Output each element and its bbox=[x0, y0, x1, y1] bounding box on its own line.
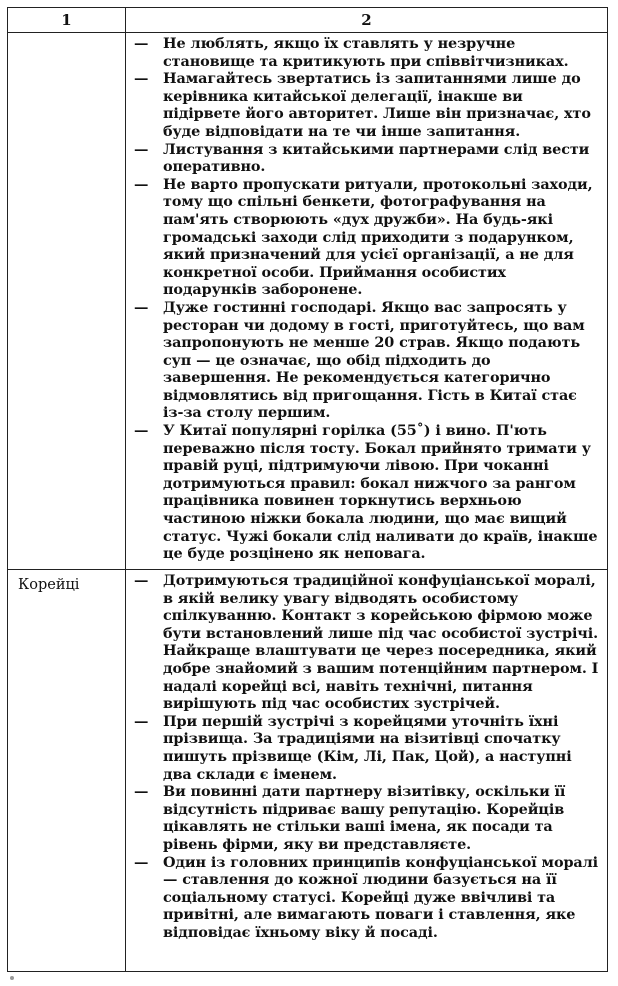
row-content-china bbox=[126, 33, 608, 570]
china-rules-list bbox=[126, 33, 607, 565]
list-item-text: У Китаї популярні горілка (55˚) і вино. П'ють переважно після тосту. Бокал прийнято тримати у правій руці, підтримуючи лівою. При чоканні дотримуються правил: бокал нижчого за рангом працівника повинен торкнутись верхньою частиною ніжки бокала людини, що має вищий статус. Чужі бокали слід наливати до країв, інакше це буде розцінено як неповага. bbox=[163, 422, 598, 563]
list-item bbox=[126, 854, 607, 942]
list-item-text: Дотримуються традиційної конфуціанської моралі, в якій велику увагу відводять особистому спілкуванню. Контакт з корейською фірмою може бути встановлений лише під час особистої зустрічі. Найкраще влаштувати це через посередника, який добре знайомий з вашим потенційним партнером. І надалі корейці всі, навіть технічні, питання вирішують під час особистих зустрічей. bbox=[163, 572, 599, 713]
list-item-text: Ви повинні дати партнеру візитівку, оскільки її відсутність підриває вашу репутацію. Корейців цікавлять не стільки ваші імена, як посади та рівень фірми, яку ви представляєте. bbox=[163, 783, 566, 853]
list-item bbox=[126, 422, 607, 563]
table-row-china bbox=[8, 33, 608, 570]
list-item-text: Листування з китайськими партнерами слід вести оперативно. bbox=[163, 140, 590, 176]
document-page bbox=[7, 7, 607, 967]
list-item bbox=[126, 35, 607, 70]
table-row-korea bbox=[8, 570, 608, 972]
list-item bbox=[126, 176, 607, 299]
row-label-china bbox=[8, 33, 126, 570]
list-item-text: При першій зустрічі з корейцями уточніть їхні прізвища. За традиціями на візитівці спочатку пишуть прізвище (Кім, Лі, Пак, Цой), а наступні два склади є іменем. bbox=[163, 712, 572, 783]
dash-marker: — bbox=[134, 298, 149, 316]
list-item bbox=[126, 70, 607, 140]
dash-marker: — bbox=[134, 140, 149, 158]
column-header-2: 2 bbox=[126, 8, 608, 33]
dash-marker: — bbox=[134, 853, 149, 871]
korea-rules-list bbox=[126, 570, 607, 943]
etiquette-table bbox=[7, 7, 608, 972]
list-item-text: Не люблять, якщо їх ставлять у незручне становище та критикують при співвітчизниках. bbox=[163, 35, 569, 70]
dash-marker: — bbox=[134, 572, 149, 589]
dash-marker: — bbox=[134, 70, 149, 88]
row-label-korea: Корейці bbox=[8, 570, 126, 972]
list-item bbox=[126, 713, 607, 783]
list-item bbox=[126, 299, 607, 422]
list-item bbox=[126, 141, 607, 176]
list-item-text: Дуже гостинні господарі. Якщо вас запросять у ресторан чи додому в гості, приготуйтесь, що вам запропонують не менше 20 страв. Якщо подають суп — це означає, що обід підходить до завершення. Не рекомендується категорично відмовлятись від пригощання. Гість в Китаї стає із-за столу першим. bbox=[163, 298, 585, 422]
list-item-text: Не варто пропускати ритуали, протокольні заходи, тому що спільні бенкети, фотографування на пам'ять створюють «дух дружби». На будь-які громадські заходи слід приходити з подарунком, який призначений для усієї організації, а не для конкретної особи. Приймання особистих подарунків заборонене. bbox=[163, 175, 593, 299]
dash-marker: — bbox=[134, 422, 149, 440]
list-item bbox=[126, 572, 607, 713]
dash-marker: — bbox=[134, 35, 149, 52]
column-header-1: 1 bbox=[8, 8, 126, 33]
table-header-row bbox=[8, 8, 608, 33]
list-item bbox=[126, 783, 607, 853]
list-item-text: Один із головних принципів конфуціанської моралі — ставлення до кожної людини базується на її соціальному статусі. Корейці дуже ввічливі та привітні, але вимагають поваги і ставлення, яке відповідає їхньому віку й посаді. bbox=[163, 853, 599, 941]
list-item-text: Намагайтесь звертатись із запитаннями лише до керівника китайської делегації, інакше ви підірвете його авторитет. Лише він призначає, хто буде відповідати на те чи інше запитання. bbox=[163, 70, 591, 140]
dash-marker: — bbox=[134, 175, 149, 193]
dash-marker: — bbox=[134, 712, 149, 730]
row-content-korea bbox=[126, 570, 608, 972]
dash-marker: — bbox=[134, 783, 149, 801]
scan-speck bbox=[10, 976, 14, 980]
